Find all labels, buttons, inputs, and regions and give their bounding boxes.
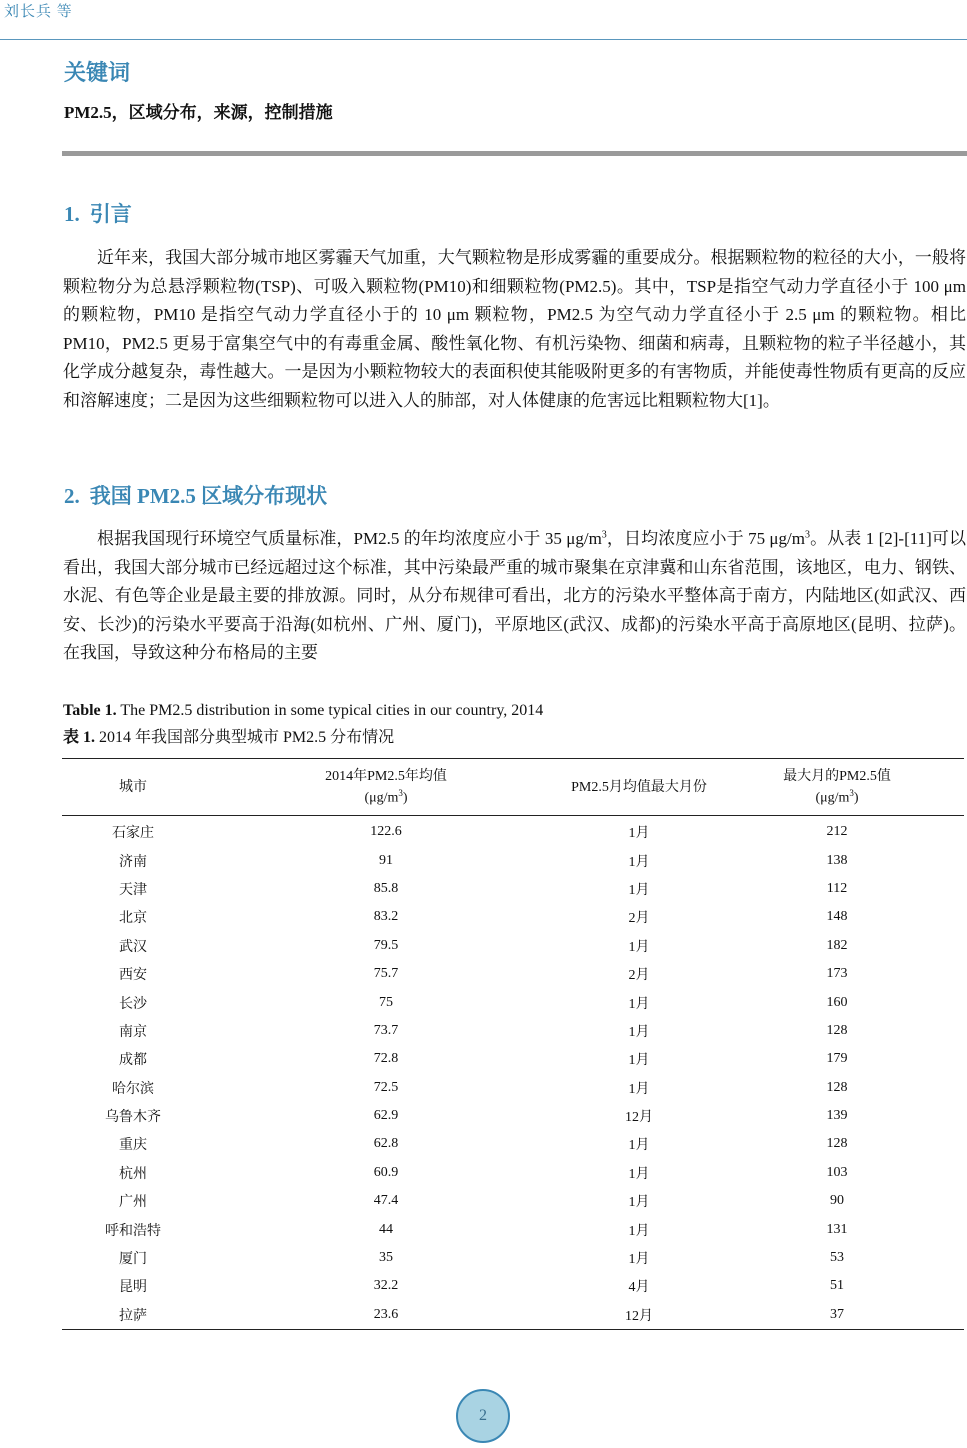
cell-month: 4月 — [628, 1280, 650, 1296]
section-1-number: 1. — [64, 202, 80, 226]
cell-month: 1月 — [628, 1166, 650, 1182]
cell-city: 广州 — [119, 1195, 147, 1211]
cell-month: 1月 — [628, 1053, 650, 1069]
running-head: 刘长兵 等 — [4, 4, 73, 20]
table-body — [62, 816, 964, 1330]
cell-annual: 23.6 — [373, 1306, 399, 1322]
cell-annual: 79.5 — [373, 937, 399, 953]
page-number-badge: 2 — [456, 1389, 510, 1443]
cell-month: 1月 — [628, 996, 650, 1012]
cell-max: 148 — [826, 909, 848, 925]
cell-month: 1月 — [628, 1138, 650, 1154]
table-row — [62, 1215, 964, 1243]
cell-city: 昆明 — [119, 1280, 147, 1296]
section-1-heading — [64, 198, 132, 228]
cell-month: 2月 — [628, 968, 650, 984]
keywords-divider — [62, 151, 967, 156]
cell-annual: 35 — [379, 1250, 393, 1266]
cell-annual: 75.7 — [373, 966, 399, 982]
table-row — [62, 1102, 964, 1130]
header-city: 城市 — [119, 779, 147, 795]
cell-annual: 47.4 — [373, 1193, 399, 1209]
cell-month: 1月 — [628, 1252, 650, 1268]
table-row — [62, 1074, 964, 1102]
keywords-heading: 关键词 — [64, 61, 131, 86]
cell-month: 1月 — [628, 882, 650, 898]
cell-max: 182 — [826, 937, 848, 953]
cell-max: 90 — [830, 1193, 844, 1209]
header-max — [710, 759, 964, 816]
cell-city: 乌鲁木齐 — [105, 1110, 161, 1126]
header-annual-unit: (μg/m — [364, 790, 399, 806]
table-row — [62, 1130, 964, 1158]
header-annual-line1: 2014年PM2.5年均值 — [325, 768, 447, 784]
section-2-number: 2. — [64, 484, 80, 508]
section-2-paragraph — [63, 525, 966, 668]
table-row — [62, 816, 964, 847]
cell-max: 128 — [826, 1022, 848, 1038]
keywords-text: PM2.5，区域分布，来源，控制措施 — [64, 103, 333, 122]
header-max-unit: (μg/m — [815, 790, 850, 806]
cell-city: 武汉 — [119, 939, 147, 955]
cell-max: 131 — [826, 1221, 848, 1237]
cell-month: 1月 — [628, 1024, 650, 1040]
cell-max: 112 — [826, 880, 848, 896]
header-max-close: ) — [853, 790, 859, 806]
table-caption-en-text: The PM2.5 distribution in some typical cities in our country, 2014 — [116, 702, 544, 719]
cell-city: 济南 — [119, 854, 147, 870]
cell-city: 重庆 — [119, 1138, 147, 1154]
cell-month: 12月 — [625, 1110, 653, 1126]
table-row — [62, 1045, 964, 1073]
section-2-text-1: 根据我国现行环境空气质量标准，PM2.5 的年均浓度应小于 35 μg/m — [97, 529, 602, 548]
cell-max: 179 — [826, 1051, 848, 1067]
cell-annual: 44 — [379, 1221, 393, 1237]
cell-city: 南京 — [119, 1024, 147, 1040]
cell-annual: 32.2 — [373, 1278, 399, 1294]
cell-month: 1月 — [628, 939, 650, 955]
pm25-table — [62, 758, 964, 1330]
cell-max: 212 — [826, 824, 848, 840]
cell-city: 北京 — [119, 911, 147, 927]
header-annual-sup: 3 — [398, 787, 403, 798]
cell-city: 拉萨 — [119, 1308, 147, 1324]
cell-max: 173 — [826, 966, 848, 982]
section-1-paragraph: 近年来，我国大部分城市地区雾霾天气加重，大气颗粒物是形成雾霾的重要成分。根据颗粒物的粒径的大小，一般将颗粒物分为总悬浮颗粒物(TSP)、可吸入颗粒物(PM10)和细颗粒物(PM2.5)。其中，TSP是指空气动力学直径小于 100 μm 的颗粒物，PM10 是指空气动力学直径小于的 10 μm 颗粒物，PM2.5 为空气动力学直径小于 2.5 μm 的颗粒物。相比 PM10，PM2.5 更易于富集空气中的有毒重金属、酸性氧化物、有机污染物、细菌和病毒，且颗粒物的粒子半径越小，其化学成分越复杂，毒性越大。一是因为小颗粒物较大的表面积使其能吸附更多的有害物质，并能使毒性物质有更高的反应和溶解速度；二是因为这些细颗粒物可以进入人的肺部，对人体健康的危害远比粗颗粒物大[1]。 — [63, 248, 966, 410]
cell-max: 128 — [826, 1136, 848, 1152]
cell-month: 1月 — [628, 826, 650, 842]
cell-city: 长沙 — [119, 996, 147, 1012]
cell-city: 西安 — [119, 968, 147, 984]
cell-city: 厦门 — [119, 1252, 147, 1268]
superscript: 3 — [601, 529, 607, 541]
table-row — [62, 1301, 964, 1330]
table-row — [62, 875, 964, 903]
header-max-line1: 最大月的PM2.5值 — [783, 768, 891, 784]
cell-annual: 72.5 — [373, 1079, 399, 1095]
header-divider — [0, 39, 967, 40]
cell-month: 1月 — [628, 1223, 650, 1239]
superscript: 3 — [804, 529, 810, 541]
table-caption-zh-text: 2014 年我国部分典型城市 PM2.5 分布情况 — [95, 729, 395, 746]
header-month: PM2.5月均值最大月份 — [571, 779, 707, 795]
table-row — [62, 846, 964, 874]
table-row — [62, 1272, 964, 1300]
cell-annual: 60.9 — [373, 1164, 399, 1180]
cell-city: 哈尔滨 — [112, 1081, 154, 1097]
cell-month: 12月 — [625, 1308, 653, 1324]
table-row — [62, 903, 964, 931]
cell-city: 石家庄 — [112, 826, 154, 842]
cell-max: 37 — [830, 1306, 844, 1322]
cell-max: 128 — [826, 1079, 848, 1095]
section-2-title: 我国 PM2.5 区域分布现状 — [89, 484, 328, 508]
cell-annual: 83.2 — [373, 909, 399, 925]
table-row — [62, 988, 964, 1016]
table-caption-zh-label: 表 1. — [63, 729, 96, 746]
cell-month: 1月 — [628, 1195, 650, 1211]
header-max-sup: 3 — [849, 787, 854, 798]
section-2-heading — [64, 480, 327, 510]
table-row — [62, 960, 964, 988]
cell-month: 1月 — [628, 1081, 650, 1097]
cell-annual: 73.7 — [373, 1022, 399, 1038]
table-caption-en-label: Table 1. — [63, 702, 117, 719]
section-1-title: 引言 — [89, 202, 132, 226]
cell-annual: 122.6 — [370, 824, 402, 840]
section-2-text-3: 。从表 1 [2]-[11]可以看出，我国大部分城市已经远超过这个标准，其中污染最严重的城市聚集在京津冀和山东省范围，该地区，电力、钢铁、水泥、有色等企业是最主要的排放源。同时，从分布规律可看出，北方的污染水平整体高于南方，内陆地区(如武汉、西安、长沙)的污染水平要高于沿海(如杭州、广州、厦门)，平原地区(武汉、成都)的污染水平高于高原地区(昆明、拉萨)。在我国，导致这种分布格局的主要 — [63, 529, 966, 663]
table-row — [62, 1187, 964, 1215]
cell-city: 成都 — [119, 1053, 147, 1069]
cell-city: 呼和浩特 — [105, 1223, 161, 1239]
cell-max: 103 — [826, 1164, 848, 1180]
cell-city: 杭州 — [119, 1166, 147, 1182]
cell-annual: 91 — [379, 852, 393, 868]
cell-city: 天津 — [119, 882, 147, 898]
cell-max: 53 — [830, 1250, 844, 1266]
table-header-row — [62, 759, 964, 816]
cell-max: 160 — [826, 994, 848, 1010]
cell-annual: 72.8 — [373, 1051, 399, 1067]
cell-month: 2月 — [628, 911, 650, 927]
table-row — [62, 1017, 964, 1045]
table-caption-en — [63, 702, 543, 720]
cell-annual: 85.8 — [373, 880, 399, 896]
table-caption-zh — [63, 724, 394, 747]
cell-month: 1月 — [628, 854, 650, 870]
header-annual-close: ) — [402, 790, 408, 806]
cell-max: 138 — [826, 852, 848, 868]
cell-max: 139 — [826, 1108, 848, 1124]
table-row — [62, 1159, 964, 1187]
table-row — [62, 1244, 964, 1272]
cell-annual: 62.8 — [373, 1136, 399, 1152]
header-annual — [204, 759, 568, 816]
table-row — [62, 932, 964, 960]
section-2-text-2: ，日均浓度应小于 75 μg/m — [606, 529, 805, 548]
cell-annual: 75 — [379, 994, 393, 1010]
cell-annual: 62.9 — [373, 1108, 399, 1124]
cell-max: 51 — [830, 1278, 844, 1294]
